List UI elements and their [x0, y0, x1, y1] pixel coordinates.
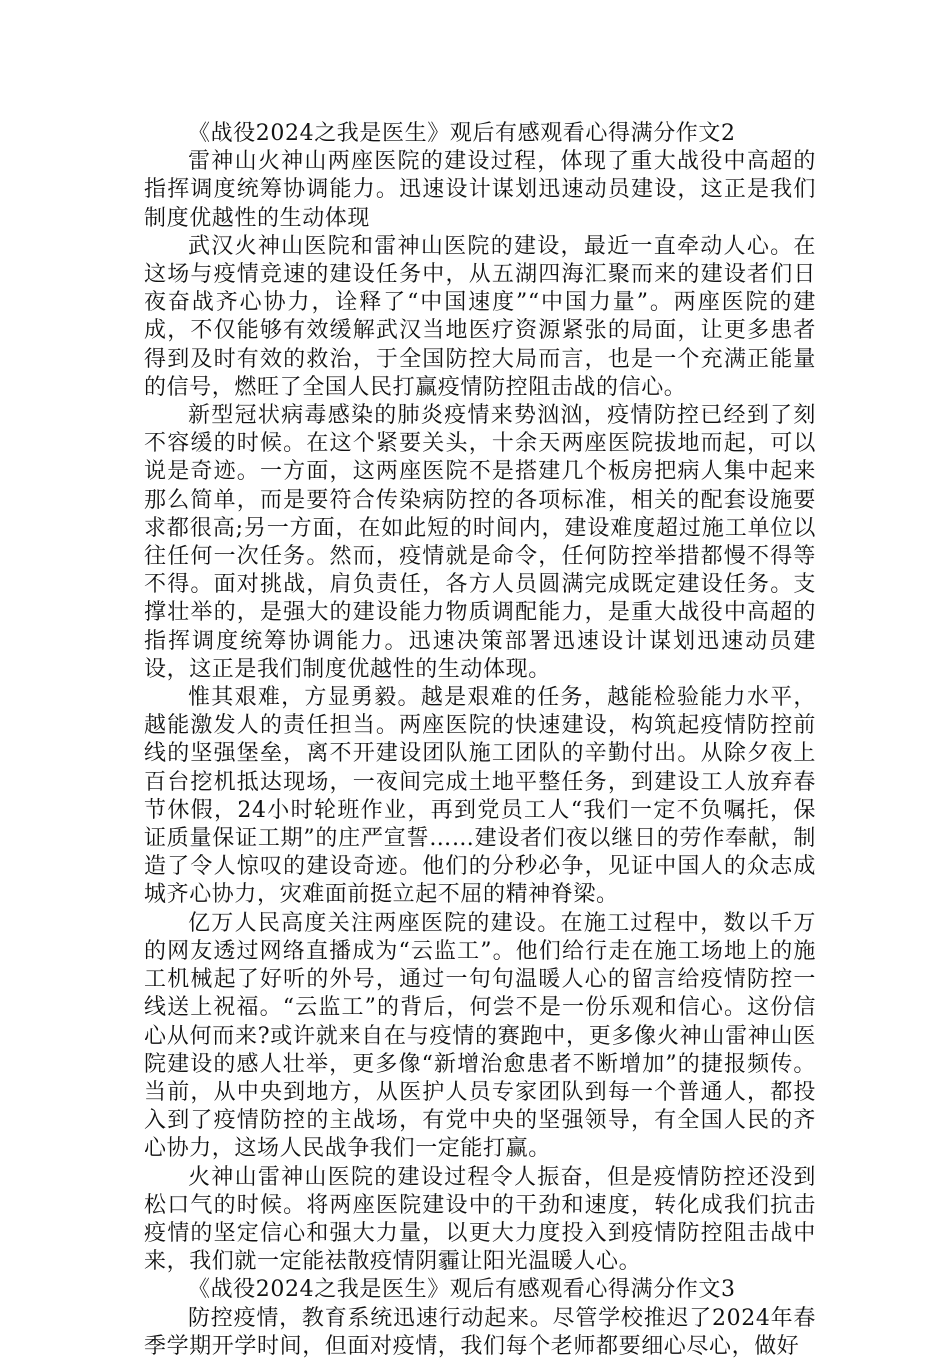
paragraph-builders-effort: 惟其艰难，方显勇毅。越是艰难的任务，越能检验能力水平，越能激发人的责任担当。两座医院的快速建设，构筑起疫情防控前线的坚强堡垒，离不开建设团队施工团队的辛勤付出。从除夕夜上百台挖机抵达现场，一夜间完成土地平整任务，到建设工人放弃春节休假，24小时轮班作业，再到党员工人“我们一定不负嘱托，保证质量保证工期”的庄严宣誓……建设者们夜以继日的劳作奉献，制造了令人惊叹的建设奇迹。他们的分秒必争，见证中国人的众志成城齐心协力，灾难面前挺立起不屈的精神脊梁。: [144, 685, 816, 908]
essay-3-title: 《战役2024之我是医生》观后有感观看心得满分作文3: [188, 1277, 736, 1303]
paragraph-education-system: 防控疫情，教育系统迅速行动起来。尽管学校推迟了2024年春季学期开学时间，但面对疫情，我们每个老师都要细心尽心，做好: [144, 1305, 816, 1359]
paragraph-epidemic-urgency: 新型冠状病毒感染的肺炎疫情来势汹汹，疫情防控已经到了刻不容缓的时候。在这个紧要关头，十余天两座医院拔地而起，可以说是奇迹。一方面，这两座医院不是搭建几个板房把病人集中起来那么简单，而是要符合传染病防控的各项标准，相关的配套设施要求都很高;另一方面，在如此短的时间内，建设难度超过施工单位以往任何一次任务。然而，疫情就是命令，任何防控举措都慢不得等不得。面对挑战，肩负责任，各方人员圆满完成既定建设任务。支撑壮举的，是强大的建设能力物质调配能力，是重大战役中高超的指挥调度统筹协调能力。迅速决策部署迅速设计谋划迅速动员建设，这正是我们制度优越性的生动体现。: [144, 403, 816, 682]
paragraph-conclusion: 火神山雷神山医院的建设过程令人振奋，但是疫情防控还没到松口气的时候。将两座医院建设中的干劲和速度，转化成我们抗击疫情的坚定信心和强大力量，以更大力度投入到疫情防控阻击战中来，我们就一定能祛散疫情阴霾让阳光温暖人心。: [144, 1164, 816, 1275]
paragraph-cloud-supervisors: 亿万人民高度关注两座医院的建设。在施工过程中，数以千万的网友透过网络直播成为“云监工”。他们给行走在施工场地上的施工机械起了好听的外号，通过一句句温暖人心的留言给疫情防控一线送上祝福。“云监工”的背后，何尝不是一份乐观和信心。这份信心从何而来?或许就来自在与疫情的赛跑中，更多像火神山雷神山医院建设的感人壮举，更多像“新增治愈患者不断增加”的捷报频传。当前，从中央到地方，从医护人员专家团队到每一个普通人，都投入到了疫情防控的主战场，有党中央的坚强领导，有全国人民的齐心协力，这场人民战争我们一定能打赢。: [144, 910, 816, 1162]
paragraph-wuhan-hospitals: 武汉火神山医院和雷神山医院的建设，最近一直牵动人心。在这场与疫情竞速的建设任务中，从五湖四海汇聚而来的建设者们日夜奋战齐心协力，诠释了“中国速度”“中国力量”。两座医院的建成，不仅能够有效缓解武汉当地医疗资源紧张的局面，让更多患者得到及时有效的救治，于全国防控大局而言，也是一个充满正能量的信号，燃旺了全国人民打赢疫情防控阻击战的信心。: [144, 233, 816, 400]
paragraph-hospital-construction: 雷神山火神山两座医院的建设过程，体现了重大战役中高超的指挥调度统筹协调能力。迅速设计谋划迅速动员建设，这正是我们制度优越性的生动体现: [144, 149, 816, 231]
document-page: [144, 120, 816, 1361]
essay-2-title: 《战役2024之我是医生》观后有感观看心得满分作文2: [188, 121, 736, 146]
